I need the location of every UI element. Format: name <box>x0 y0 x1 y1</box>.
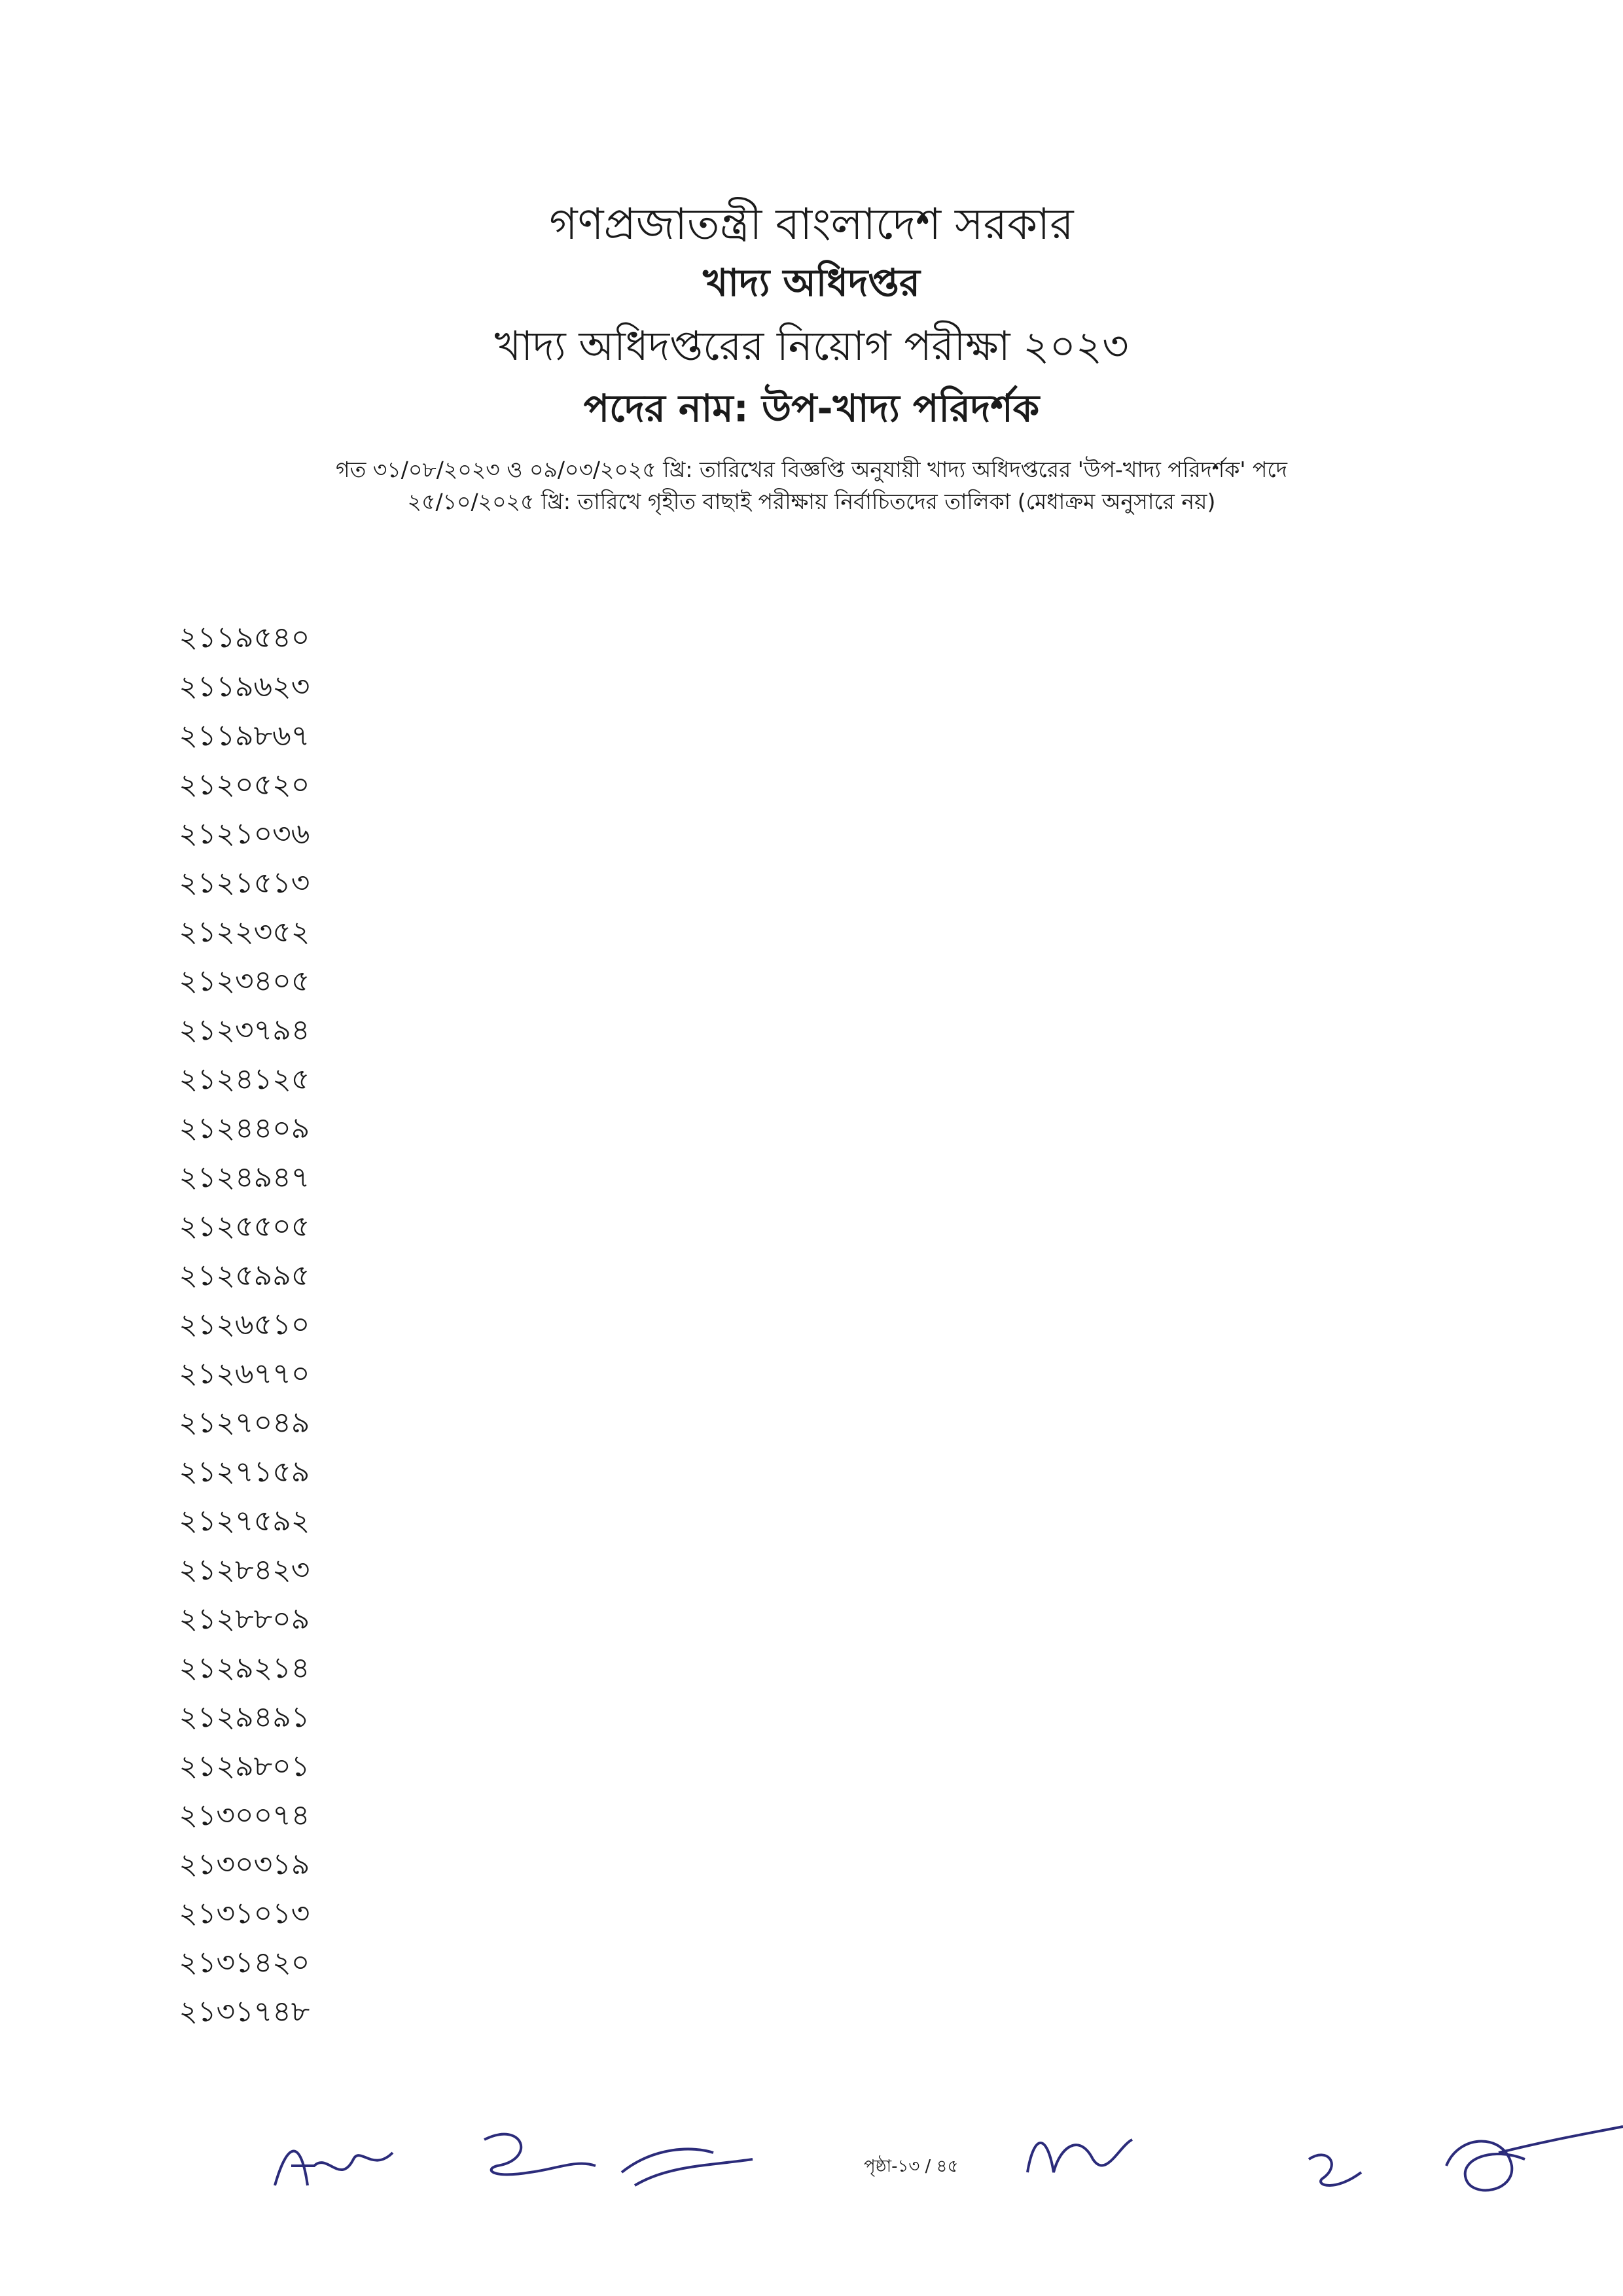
roll-number-table <box>131 615 1492 2038</box>
roll-number-cell <box>1039 1842 1266 1891</box>
table-row <box>131 1204 1492 1253</box>
roll-number-cell <box>358 713 585 762</box>
roll-number-cell <box>358 1449 585 1498</box>
roll-number-cell <box>358 1891 585 1940</box>
roll-number-cell: ২১২৭০৪৯ <box>179 1406 310 1439</box>
table-row <box>131 1793 1492 1842</box>
roll-number-cell <box>1039 1793 1266 1842</box>
roll-number-cell <box>584 860 812 910</box>
roll-number-cell <box>584 1057 812 1106</box>
roll-number-cell <box>584 1695 812 1744</box>
roll-number-cell: ২১২০৫২০ <box>179 768 310 802</box>
roll-number-cell <box>584 811 812 860</box>
roll-number-cell <box>1039 1891 1266 1940</box>
roll-number-cell: ২১২৩৪০৫ <box>179 964 310 998</box>
roll-number-cell <box>812 1646 1039 1695</box>
roll-number-cell <box>358 1989 585 2038</box>
roll-number-cell <box>1265 1302 1492 1351</box>
roll-number-cell <box>1265 1106 1492 1155</box>
roll-number-cell <box>1039 1597 1266 1646</box>
roll-number-cell <box>1039 1940 1266 1989</box>
document-header <box>0 196 1623 518</box>
roll-number-cell <box>1039 1106 1266 1155</box>
roll-number-cell <box>1265 664 1492 713</box>
roll-number-cell <box>358 1204 585 1253</box>
table-row <box>131 1302 1492 1351</box>
notice-line-1: গত ৩১/০৮/২০২৩ ও ০৯/০৩/২০২৫ খ্রি: তারিখের বিজ্ঞপ্তি অনুযায়ী খাদ্য অধিদপ্তরের 'উপ-খাদ্য পরিদর্শক' পদে <box>336 456 1287 482</box>
roll-number-cell <box>1039 860 1266 910</box>
table-row <box>131 910 1492 959</box>
roll-number-cell <box>1039 910 1266 959</box>
roll-number-cell <box>812 664 1039 713</box>
roll-number-cell <box>812 910 1039 959</box>
directorate-title: খাদ্য অধিদপ্তর <box>703 260 920 305</box>
roll-number-cell <box>1039 811 1266 860</box>
roll-number-cell: ২১৩১৪২০ <box>179 1946 310 1979</box>
roll-number-cell: ২১২৫৯৯৫ <box>179 1259 310 1292</box>
roll-number-cell <box>584 1106 812 1155</box>
roll-number-cell <box>812 1891 1039 1940</box>
roll-number-cell <box>812 1793 1039 1842</box>
roll-number-cell: ২১২৮৮০৯ <box>179 1602 310 1636</box>
roll-number-cell <box>1039 1449 1266 1498</box>
table-row <box>131 1744 1492 1793</box>
page-footer <box>0 2113 1623 2218</box>
roll-number-cell <box>812 1155 1039 1204</box>
roll-number-cell <box>584 1793 812 1842</box>
roll-number-cell <box>584 1449 812 1498</box>
roll-number-cell <box>1265 910 1492 959</box>
roll-number-cell <box>812 811 1039 860</box>
roll-number-cell: ২১২৭৫৯২ <box>179 1504 310 1538</box>
roll-number-cell <box>1265 860 1492 910</box>
roll-number-cell <box>812 1400 1039 1449</box>
roll-number-cell <box>584 1253 812 1302</box>
roll-number-cell <box>1039 1547 1266 1597</box>
table-row <box>131 1400 1492 1449</box>
roll-number-cell <box>1265 1057 1492 1106</box>
roll-number-cell: ২১২৯২১৪ <box>179 1651 310 1685</box>
roll-number-cell <box>1039 1351 1266 1400</box>
roll-number-cell <box>358 1106 585 1155</box>
roll-number-cell <box>1265 1400 1492 1449</box>
roll-number-cell: ২১১৯৮৬৭ <box>179 719 310 752</box>
roll-number-cell <box>1265 1204 1492 1253</box>
roll-number-cell <box>812 1744 1039 1793</box>
roll-number-cell <box>1265 1155 1492 1204</box>
table-row <box>131 811 1492 860</box>
roll-number-cell <box>1265 1646 1492 1695</box>
roll-number-cell <box>812 1547 1039 1597</box>
roll-number-cell <box>812 713 1039 762</box>
roll-number-cell <box>1265 713 1492 762</box>
roll-number-cell: ২১২৭১৫৯ <box>179 1455 310 1489</box>
roll-number-cell <box>1039 762 1266 811</box>
roll-number-cell: ২১২৪১২৫ <box>179 1063 310 1096</box>
roll-number-cell <box>1265 1891 1492 1940</box>
roll-number-cell: ২১২৮৪২৩ <box>179 1553 310 1587</box>
roll-number-cell <box>584 1940 812 1989</box>
table-row <box>131 1449 1492 1498</box>
roll-number-cell <box>584 1204 812 1253</box>
table-row <box>131 1351 1492 1400</box>
roll-number-cell <box>358 811 585 860</box>
roll-number-cell <box>358 1498 585 1547</box>
roll-number-cell: ২১২৯৪৯১ <box>179 1701 310 1734</box>
roll-number-cell <box>584 664 812 713</box>
roll-number-cell <box>812 1057 1039 1106</box>
roll-number-cell <box>812 1302 1039 1351</box>
roll-number-cell <box>812 615 1039 664</box>
roll-number-cell: ২১১৯৬২৩ <box>179 670 310 703</box>
roll-number-cell: ২১২৯৮০১ <box>179 1750 310 1783</box>
table-row <box>131 1989 1492 2038</box>
roll-number-cell <box>1039 713 1266 762</box>
roll-number-cell <box>584 910 812 959</box>
roll-number-cell: ২১২১০৩৬ <box>179 817 310 851</box>
roll-number-cell <box>358 1646 585 1695</box>
roll-number-cell <box>1039 1008 1266 1057</box>
notice-line-2: ২৫/১০/২০২৫ খ্রি: তারিখে গৃহীত বাছাই পরীক্ষায় নির্বাচিতদের তালিকা (মেধাক্রম অনুসারে নয়) <box>407 489 1216 515</box>
roll-number-cell <box>1265 615 1492 664</box>
signature-5 <box>1296 2140 1374 2199</box>
table-row <box>131 1695 1492 1744</box>
roll-number-cell <box>812 1204 1039 1253</box>
roll-number-cell <box>358 664 585 713</box>
roll-number-cell <box>584 1302 812 1351</box>
roll-number-cell <box>1265 1449 1492 1498</box>
table-row <box>131 615 1492 664</box>
roll-number-cell <box>1265 1793 1492 1842</box>
table-row <box>131 860 1492 910</box>
table-row <box>131 959 1492 1008</box>
roll-number-cell: ২১৩১০১৩ <box>179 1897 310 1930</box>
roll-number-cell <box>1265 762 1492 811</box>
roll-number-cell <box>1265 811 1492 860</box>
exam-title: খাদ্য অধিদপ্তরের নিয়োগ পরীক্ষা ২০২৩ <box>494 321 1129 370</box>
roll-number-cell <box>812 1106 1039 1155</box>
roll-number-cell <box>1039 1744 1266 1793</box>
roll-number-cell: ২১২৬৭৭০ <box>179 1357 310 1390</box>
post-title: পদের নাম: উপ-খাদ্য পরিদর্শক <box>583 385 1040 431</box>
roll-number-cell: ২১২৬৫১০ <box>179 1308 310 1341</box>
roll-number-cell <box>1039 1204 1266 1253</box>
roll-number-cell <box>358 959 585 1008</box>
roll-number-cell <box>1039 1646 1266 1695</box>
roll-number-cell <box>358 1008 585 1057</box>
roll-number-cell <box>812 1597 1039 1646</box>
roll-number-cell <box>1039 1400 1266 1449</box>
roll-number-cell <box>1039 1989 1266 2038</box>
roll-number-cell <box>1265 1008 1492 1057</box>
table-row <box>131 1106 1492 1155</box>
signature-6 <box>1433 2113 1623 2212</box>
roll-number-cell <box>584 959 812 1008</box>
roll-number-body <box>131 615 1492 2038</box>
table-row <box>131 1057 1492 1106</box>
roll-number-cell <box>1039 1695 1266 1744</box>
roll-number-cell <box>358 1744 585 1793</box>
signature-4 <box>1021 2120 1139 2192</box>
roll-number-cell <box>1039 615 1266 664</box>
roll-number-cell <box>812 1695 1039 1744</box>
roll-number-cell <box>358 910 585 959</box>
table-row <box>131 1597 1492 1646</box>
roll-number-cell <box>584 1400 812 1449</box>
roll-number-cell: ২১১৯৫৪০ <box>179 621 310 654</box>
roll-number-cell <box>1039 1302 1266 1351</box>
page-number: পৃষ্ঠা-১৩ / ৪৫ <box>864 2157 959 2176</box>
table-row <box>131 1008 1492 1057</box>
roll-number-cell <box>1265 1253 1492 1302</box>
signature-3 <box>615 2133 759 2199</box>
roll-number-cell <box>1265 1695 1492 1744</box>
signature-1 <box>268 2127 399 2205</box>
roll-number-cell <box>358 1155 585 1204</box>
roll-number-cell <box>1265 1597 1492 1646</box>
roll-number-cell <box>358 1253 585 1302</box>
roll-number-cell: ২১২২৩৫২ <box>179 915 310 949</box>
table-row <box>131 762 1492 811</box>
roll-number-cell <box>358 860 585 910</box>
table-row <box>131 1842 1492 1891</box>
table-row <box>131 1547 1492 1597</box>
roll-number-cell: ২১৩০০৭৪ <box>179 1799 310 1832</box>
roll-number-cell <box>358 1793 585 1842</box>
roll-number-cell <box>584 1989 812 2038</box>
roll-number-cell <box>358 1302 585 1351</box>
roll-number-cell <box>1265 1842 1492 1891</box>
roll-number-cell <box>812 1253 1039 1302</box>
roll-number-cell <box>584 1891 812 1940</box>
roll-number-cell <box>812 860 1039 910</box>
roll-number-cell: ২১২৩৭৯৪ <box>179 1014 310 1047</box>
roll-number-cell <box>584 762 812 811</box>
roll-number-cell <box>584 1646 812 1695</box>
table-row <box>131 1253 1492 1302</box>
roll-number-cell <box>584 1744 812 1793</box>
roll-number-cell <box>812 1498 1039 1547</box>
roll-number-cell <box>584 1547 812 1597</box>
roll-number-cell <box>358 615 585 664</box>
roll-number-cell: ২১২৪৯৪৭ <box>179 1161 310 1194</box>
roll-number-cell <box>358 762 585 811</box>
roll-number-cell <box>1265 1351 1492 1400</box>
roll-number-cell <box>584 1155 812 1204</box>
roll-number-cell <box>1039 1155 1266 1204</box>
roll-number-cell <box>1039 1498 1266 1547</box>
roll-number-cell <box>812 762 1039 811</box>
roll-number-cell <box>1265 1498 1492 1547</box>
roll-number-cell <box>358 1597 585 1646</box>
table-row <box>131 1498 1492 1547</box>
roll-number-cell <box>1265 959 1492 1008</box>
table-row <box>131 1155 1492 1204</box>
roll-number-cell <box>812 1940 1039 1989</box>
roll-number-cell <box>584 615 812 664</box>
roll-number-cell <box>1039 959 1266 1008</box>
table-row <box>131 1646 1492 1695</box>
roll-number-cell <box>584 1498 812 1547</box>
roll-number-cell: ২১২৪৪০৯ <box>179 1112 310 1145</box>
roll-number-cell <box>812 1989 1039 2038</box>
government-title: গণপ্রজাতন্ত্রী বাংলাদেশ সরকার <box>549 199 1074 249</box>
roll-number-cell <box>1265 1547 1492 1597</box>
roll-number-cell <box>358 1351 585 1400</box>
roll-number-cell <box>358 1695 585 1744</box>
table-row <box>131 1891 1492 1940</box>
roll-number-cell <box>1265 1989 1492 2038</box>
roll-number-cell <box>584 1008 812 1057</box>
table-row <box>131 664 1492 713</box>
roll-number-cell <box>358 1842 585 1891</box>
roll-number-cell <box>358 1057 585 1106</box>
roll-number-cell <box>812 1008 1039 1057</box>
roll-number-cell <box>358 1547 585 1597</box>
roll-number-cell <box>812 1351 1039 1400</box>
roll-number-cell <box>812 1842 1039 1891</box>
roll-number-cell <box>812 959 1039 1008</box>
table-row <box>131 713 1492 762</box>
roll-number-cell <box>584 1351 812 1400</box>
roll-number-cell <box>1265 1940 1492 1989</box>
roll-number-cell <box>584 713 812 762</box>
roll-number-cell: ২১৩১৭৪৮ <box>179 1995 310 2028</box>
roll-number-cell <box>584 1842 812 1891</box>
roll-number-cell: ২১৩০৩১৯ <box>179 1848 310 1881</box>
roll-number-cell: ২১২৫৫০৫ <box>179 1210 310 1243</box>
notice <box>223 453 1400 518</box>
roll-number-cell <box>1039 664 1266 713</box>
roll-number-cell <box>812 1449 1039 1498</box>
roll-number-cell <box>1265 1744 1492 1793</box>
roll-number-cell <box>358 1940 585 1989</box>
signature-2 <box>471 2120 602 2199</box>
roll-number-cell <box>1039 1253 1266 1302</box>
roll-number-cell <box>1039 1057 1266 1106</box>
table-row <box>131 1940 1492 1989</box>
roll-number-cell <box>358 1400 585 1449</box>
roll-number-cell <box>584 1597 812 1646</box>
roll-number-cell: ২১২১৫১৩ <box>179 866 310 900</box>
